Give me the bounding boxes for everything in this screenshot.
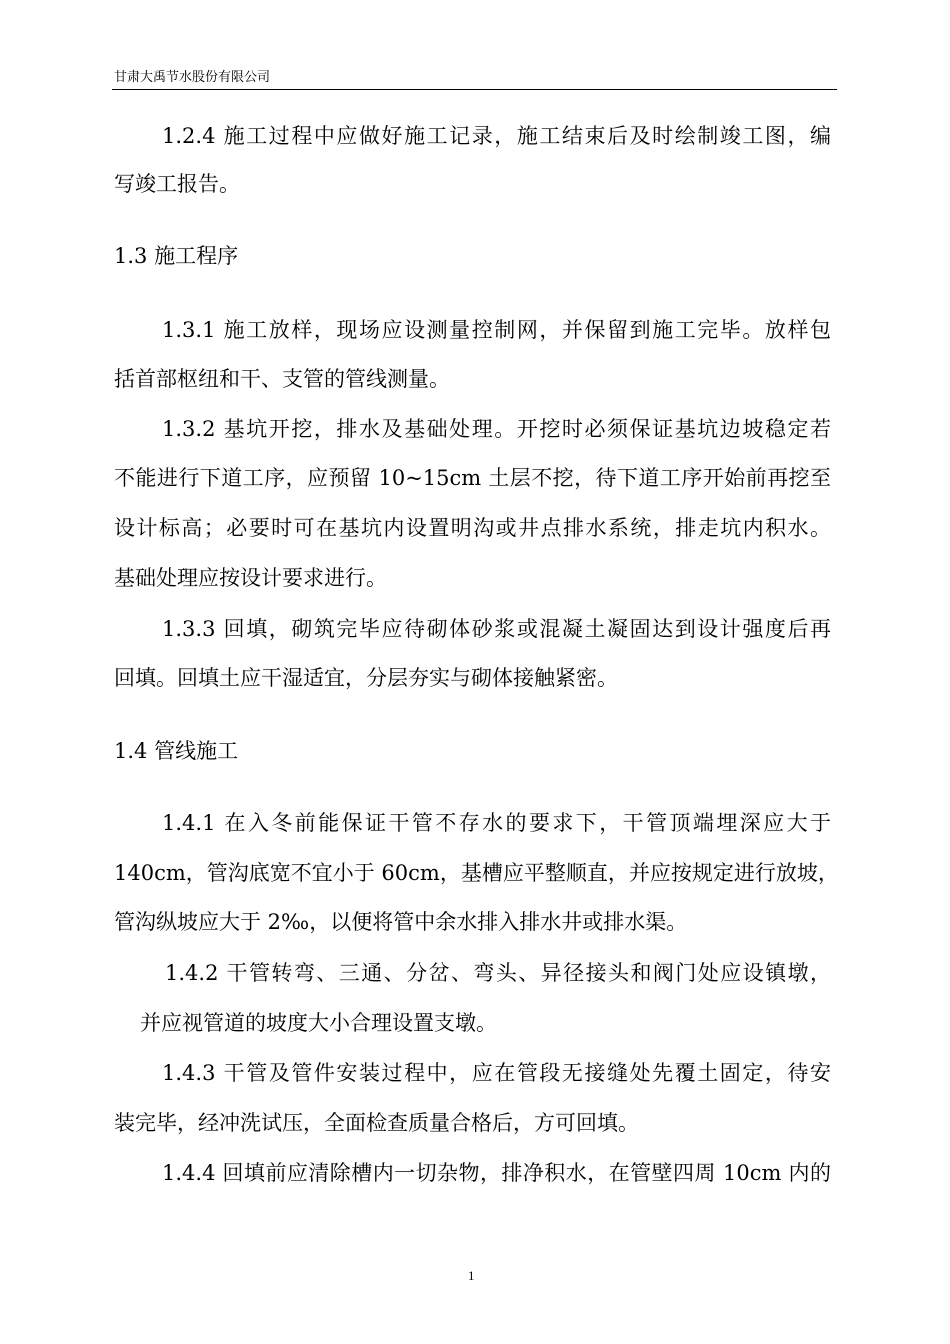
- page-number: 1: [468, 1268, 475, 1283]
- paragraph-line: 1.3.3 回填，砌筑完毕应待砌体砂浆或混凝土凝固达到设计强度后再: [162, 617, 831, 641]
- paragraph-line: 1.4.2 干管转弯、三通、分岔、弯头、异径接头和阀门处应设镇墩，: [165, 961, 831, 985]
- paragraph-line: 设计标高；必要时可在基坑内设置明沟或井点排水系统，排走坑内积水。: [114, 516, 831, 540]
- paragraph-line: 1.4.4 回填前应清除槽内一切杂物，排净积水，在管壁四周 10cm 内的: [162, 1161, 831, 1185]
- paragraph-line: 并应视管道的坡度大小合理设置支墩。: [140, 1011, 497, 1035]
- paragraph-line: 回填。回填土应干湿适宜，分层夯实与砌体接触紧密。: [114, 666, 618, 690]
- paragraph-line: 不能进行下道工序，应预留 10~15cm 土层不挖，待下道工序开始前再挖至: [114, 466, 831, 490]
- paragraph-line: 装完毕，经冲洗试压，全面检查质量合格后，方可回填。: [114, 1111, 639, 1135]
- company-name: 甘肃大禹节水股份有限公司: [114, 70, 271, 85]
- paragraph-line: 1.2.4 施工过程中应做好施工记录，施工结束后及时绘制竣工图，编: [162, 124, 831, 148]
- paragraph-line: 1.3.1 施工放样，现场应设测量控制网，并保留到施工完毕。放样包: [162, 318, 831, 342]
- paragraph-line: 括首部枢纽和干、支管的管线测量。: [114, 367, 450, 391]
- paragraph-line: 基础处理应按设计要求进行。: [114, 566, 387, 590]
- paragraph-line: 1.4.1 在入冬前能保证干管不存水的要求下，干管顶端埋深应大于: [162, 811, 831, 835]
- paragraph-line: 1.3.2 基坑开挖，排水及基础处理。开挖时必须保证基坑边坡稳定若: [162, 417, 831, 441]
- header-divider: [112, 89, 837, 90]
- paragraph-line: 写竣工报告。: [114, 172, 240, 196]
- paragraph-line: 管沟纵坡应大于 2‰，以便将管中余水排入排水井或排水渠。: [114, 910, 688, 934]
- section-heading: 1.4 管线施工: [114, 739, 239, 763]
- section-heading: 1.3 施工程序: [114, 244, 239, 268]
- paragraph-line: 140cm，管沟底宽不宜小于 60cm，基槽应平整顺直，并应按规定进行放坡，: [114, 861, 839, 885]
- paragraph-line: 1.4.3 干管及管件安装过程中，应在管段无接缝处先覆土固定，待安: [162, 1061, 831, 1085]
